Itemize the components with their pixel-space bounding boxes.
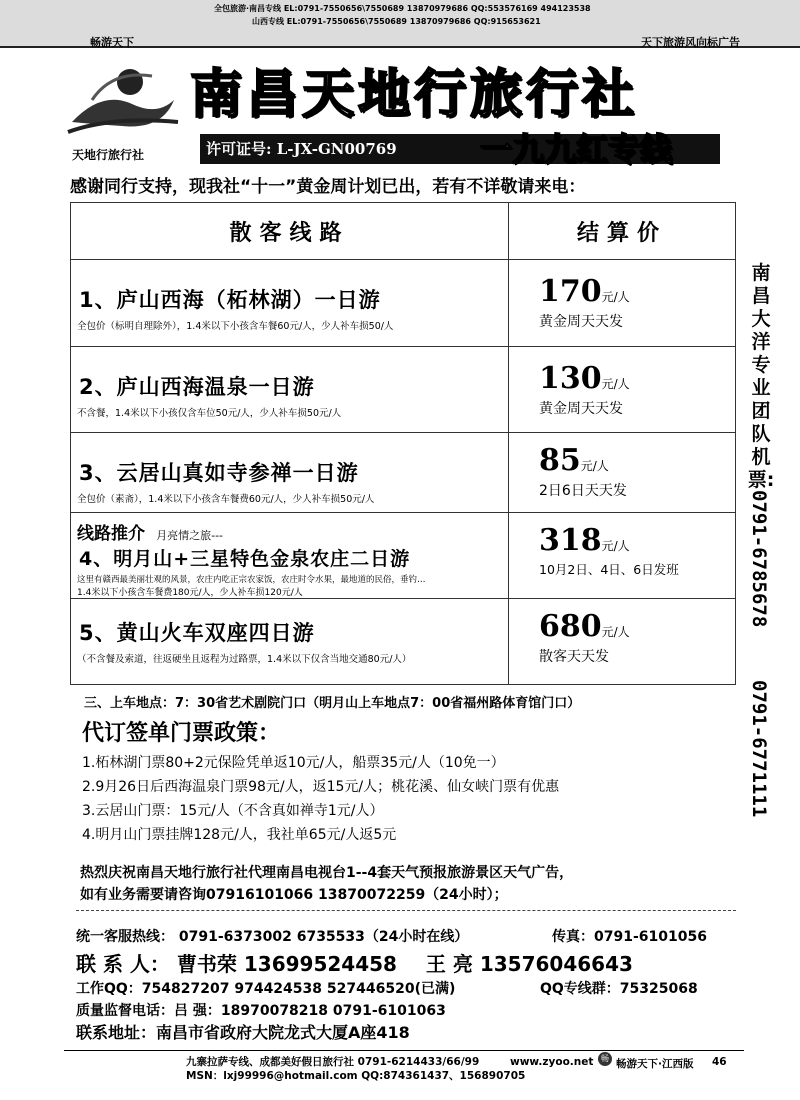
contact-person-1: 曹书荣 13699524458 bbox=[176, 952, 397, 976]
routes-table bbox=[70, 202, 736, 685]
policy-item: 2.9月26日后西海温泉门票98元/人，返15元/人；桃花溪、仙女峡门票有优惠 bbox=[82, 779, 560, 795]
footer-divider bbox=[64, 1050, 744, 1051]
divider bbox=[76, 910, 736, 911]
price-schedule: 黄金周天天发 bbox=[539, 401, 623, 417]
recommend-label: 线路推介 bbox=[77, 524, 145, 544]
route-cell bbox=[71, 347, 509, 433]
price-schedule: 散客天天发 bbox=[539, 649, 609, 665]
license-number: 许可证号: L-JX-GN00769 bbox=[206, 140, 397, 158]
slogan: 一九九红专线 bbox=[480, 130, 673, 168]
route-title: 1、庐山西海（柘林湖）一日游 bbox=[79, 288, 381, 312]
header-right-label: 天下旅游风向标广告 bbox=[641, 36, 740, 49]
route-cell bbox=[71, 513, 509, 599]
route-cell bbox=[71, 260, 509, 347]
price-unit: 元/人 bbox=[601, 290, 630, 304]
footer-line-1: 九寨拉萨专线、成都美好假日旅行社 0791-6214433/66/99 bbox=[186, 1056, 480, 1068]
side-ticket-title: 南昌大洋专业团队机票: bbox=[747, 262, 775, 491]
header-line-1: 全包旅游·南昌专线 EL:0791-7550656\7550689 13870979686 QQ:553576169 494123538 bbox=[214, 4, 591, 13]
header-line-2: 山西专线 EL:0791-7550656\7550689 13870979686 QQ:915653621 bbox=[252, 17, 541, 26]
recommend-tag: 月亮情之旅--- bbox=[156, 529, 224, 542]
price-unit: 元/人 bbox=[601, 625, 630, 639]
price-cell bbox=[509, 513, 736, 599]
page-number: 46 bbox=[712, 1056, 727, 1068]
contact-persons bbox=[76, 948, 633, 977]
route-cell bbox=[71, 433, 509, 513]
qq-group: QQ专线群：75325068 bbox=[540, 981, 698, 997]
celebrate-notice bbox=[80, 862, 573, 906]
price-unit: 元/人 bbox=[601, 539, 630, 553]
contact-person-2: 王 亮 13576046643 bbox=[425, 952, 633, 976]
price-value: 130 bbox=[539, 361, 602, 396]
price-cell bbox=[509, 260, 736, 347]
table-header-row bbox=[71, 203, 736, 260]
table-row bbox=[71, 260, 736, 347]
hotline: 统一客服热线： 0791-6373002 6735533（24小时在线） bbox=[76, 929, 469, 945]
side-phone-2: 0791-6771111 bbox=[748, 680, 770, 818]
policy-item: 1.柘林湖门票80+2元保险凭单返10元/人，船票35元/人（10免一） bbox=[82, 755, 505, 771]
footer-edition: 畅游天下·江西版 bbox=[616, 1058, 694, 1070]
contact-person-label: 联 系 人： bbox=[76, 952, 170, 976]
policy-heading: 代订签单门票政策： bbox=[82, 721, 281, 746]
header-left-label: 畅游天下 bbox=[90, 36, 134, 49]
table-row bbox=[71, 599, 736, 685]
work-qq: 工作QQ：754827207 974424538 527446520(已满) bbox=[76, 981, 456, 997]
table-row bbox=[71, 433, 736, 513]
price-unit: 元/人 bbox=[580, 459, 609, 473]
boarding-info: 三、上车地点：7：30省艺术剧院门口（明月山上车地点7：00省福州路体育馆门口） bbox=[84, 696, 581, 711]
celebrate-line-2: 如有业务需要请咨询07916101066 13870072259（24小时）； bbox=[80, 887, 508, 903]
route-note-2: 1.4米以下小孩含车餐费180元/人，少人补车损120元/人 bbox=[77, 588, 303, 598]
footer-line-2: MSN：lxj99996@hotmail.com QQ:874361437、156890705 bbox=[186, 1070, 526, 1082]
side-phone-1: 0791-6785678 bbox=[748, 490, 770, 628]
price-cell bbox=[509, 599, 736, 685]
route-note: 这里有赣西最美丽壮观的风景，农庄内吃正宗农家饭，农庄时令水果，最地道的民俗，垂钓… bbox=[77, 575, 426, 585]
address: 联系地址：南昌市省政府大院龙式大厦A座418 bbox=[76, 1023, 410, 1042]
policy-item: 3.云居山门票：15元/人（不含真如禅寺1元/人） bbox=[82, 803, 384, 819]
agency-logo-icon bbox=[62, 60, 182, 140]
price-cell bbox=[509, 347, 736, 433]
route-note: 不含餐，1.4米以下小孩仅含车位50元/人，少人补车损50元/人 bbox=[77, 408, 342, 419]
route-title: 5、黄山火车双座四日游 bbox=[79, 621, 315, 645]
route-title: 2、庐山西海温泉一日游 bbox=[79, 375, 315, 399]
route-note: 全包价（素斋），1.4米以下小孩含车餐费60元/人，少人补车损50元/人 bbox=[77, 494, 375, 505]
route-note: （不含餐及索道，往返硬坐且返程为过路票，1.4米以下仅含当地交通80元/人） bbox=[77, 654, 412, 665]
table-row bbox=[71, 347, 736, 433]
price-unit: 元/人 bbox=[601, 377, 630, 391]
price-value: 318 bbox=[539, 523, 602, 558]
col-price-header: 结算价 bbox=[509, 203, 736, 260]
footer-site: www.zyoo.net bbox=[510, 1056, 594, 1068]
price-schedule: 10月2日、4日、6日发班 bbox=[539, 562, 679, 577]
fax: 传真：0791-6101056 bbox=[552, 929, 707, 945]
route-title: 3、云居山真如寺参禅一日游 bbox=[79, 461, 359, 485]
price-schedule: 黄金周天天发 bbox=[539, 314, 623, 330]
policy-item: 4.明月山门票挂牌128元/人，我社单65元/人返5元 bbox=[82, 827, 397, 843]
price-schedule: 2日6日天天发 bbox=[539, 483, 627, 499]
price-value: 85 bbox=[539, 443, 581, 478]
quality-phone: 质量监督电话：吕 强：18970078218 0791-6101063 bbox=[76, 1003, 446, 1019]
route-title: 4、明月山+三星特色金泉农庄二日游 bbox=[79, 548, 411, 570]
intro-text: 感谢同行支持，现我社“十一”黄金周计划已出，若有不详敬请来电： bbox=[70, 177, 586, 197]
price-value: 170 bbox=[539, 274, 602, 309]
table-row bbox=[71, 513, 736, 599]
agency-name: 南昌天地行旅行社 bbox=[190, 64, 639, 125]
logo-caption: 天地行旅行社 bbox=[72, 148, 145, 162]
route-note: 全包价（标明自理除外），1.4米以下小孩含车餐60元/人，少人补车损50/人 bbox=[77, 321, 394, 332]
route-cell bbox=[71, 599, 509, 685]
celebrate-line-1: 热烈庆祝南昌天地行旅行社代理南昌电视台1--4套天气预报旅游景区天气广告， bbox=[80, 865, 574, 881]
price-value: 680 bbox=[539, 609, 602, 644]
price-cell bbox=[509, 433, 736, 513]
col-route-header: 散客线路 bbox=[71, 203, 509, 260]
footer-badge-icon: 畅 bbox=[598, 1052, 612, 1066]
